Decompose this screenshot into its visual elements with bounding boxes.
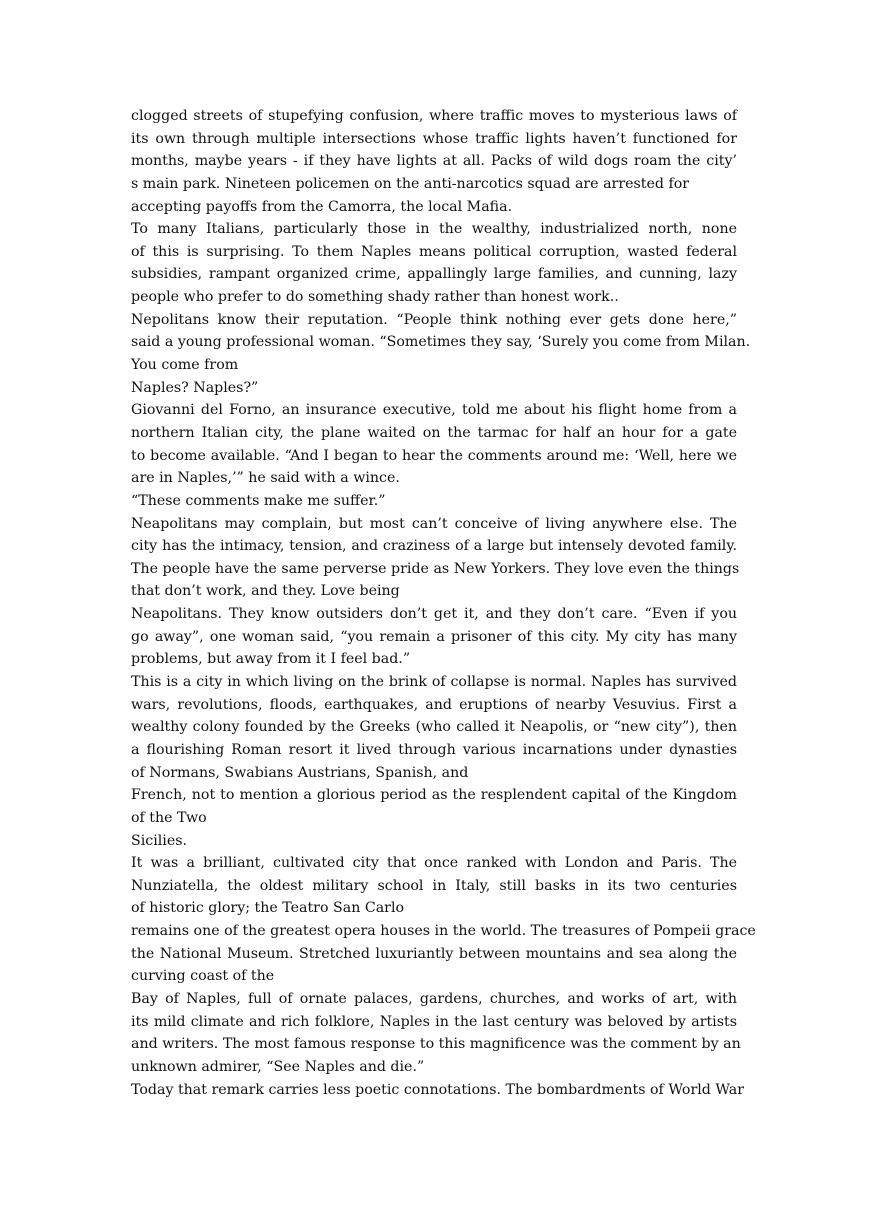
text-line: a flourishing Roman resort it lived through various incarnations under dynasties bbox=[131, 741, 737, 758]
text-line: and writers. The most famous response to this magnificence was the comment by an bbox=[131, 1036, 741, 1053]
text-line: of Normans, Swabians Austrians, Spanish, and bbox=[131, 764, 469, 781]
text-line: of the Two bbox=[131, 809, 207, 826]
text-line: unknown admirer, “See Naples and die.” bbox=[131, 1058, 425, 1075]
text-line: It was a brilliant, cultivated city that once ranked with London and Paris. The bbox=[131, 855, 737, 872]
text-line: its mild climate and rich folklore, Naples in the last century was beloved by artists bbox=[131, 1013, 737, 1030]
text-line: Nunziatella, the oldest military school in Italy, still basks in its two centuries bbox=[131, 877, 737, 894]
text-line: are in Naples,’” he said with a wince. bbox=[131, 470, 400, 487]
text-line: of this is surprising. To them Naples means political corruption, wasted federal bbox=[131, 243, 737, 260]
text-line: Nepolitans know their reputation. “People think nothing ever gets done here,” bbox=[131, 311, 737, 328]
text-line: go away”, one woman said, “you remain a prisoner of this city. My city has many bbox=[131, 628, 737, 645]
text-line: Neapolitans may complain, but most can’t conceive of living anywhere else. The bbox=[131, 515, 737, 532]
text-line: accepting payoffs from the Camorra, the local Mafia. bbox=[131, 198, 513, 215]
text-line: of historic glory; the Teatro San Carlo bbox=[131, 900, 405, 917]
text-line: Today that remark carries less poetic connotations. The bombardments of World War bbox=[131, 1081, 744, 1098]
text-line: To many Italians, particularly those in the wealthy, industrialized north, none bbox=[131, 221, 737, 238]
text-line: months, maybe years - if they have lights at all. Packs of wild dogs roam the city’ bbox=[131, 153, 737, 170]
text-line: clogged streets of stupefying confusion, where traffic moves to mysterious laws of bbox=[131, 108, 737, 124]
text-line: remains one of the greatest opera houses in the world. The treasures of Pompeii grace bbox=[131, 923, 756, 940]
text-line: This is a city in which living on the brink of collapse is normal. Naples has survived bbox=[131, 674, 737, 691]
text-line: its own through multiple intersections whose traffic lights haven’t functioned for bbox=[131, 130, 737, 147]
text-line: “These comments make me suffer.” bbox=[131, 492, 386, 509]
text-line: French, not to mention a glorious period as the resplendent capital of the Kingdom bbox=[131, 787, 737, 804]
text-line: Neapolitans. They know outsiders don’t get it, and they don’t care. “Even if you bbox=[131, 606, 737, 623]
text-line: wars, revolutions, floods, earthquakes, and eruptions of nearby Vesuvius. First a bbox=[131, 696, 737, 713]
text-line: city has the intimacy, tension, and craziness of a large but intensely devoted family. bbox=[131, 538, 737, 555]
text-line: You come from bbox=[131, 357, 239, 374]
text-line: The people have the same perverse pride as New Yorkers. They love even the things bbox=[131, 560, 740, 577]
text-line: Sicilies. bbox=[131, 832, 188, 849]
text-line: s main park. Nineteen policemen on the anti-narcotics squad are arrested for bbox=[131, 175, 690, 192]
text-line: subsidies, rampant organized crime, appallingly large families, and cunning, lazy bbox=[131, 266, 737, 283]
text-line: that don’t work, and they. Love being bbox=[131, 583, 400, 600]
text-line: problems, but away from it I feel bad.” bbox=[131, 651, 411, 668]
body-text bbox=[131, 105, 756, 1101]
text-line: to become available. “And I began to hear the comments around me: ‘Well, here we bbox=[131, 447, 737, 464]
text-line: the National Museum. Stretched luxuriantly between mountains and sea along the bbox=[131, 945, 737, 962]
text-line: curving coast of the bbox=[131, 968, 275, 985]
text-line: Naples? Naples?” bbox=[131, 379, 259, 396]
text-line: northern Italian city, the plane waited on the tarmac for half an hour for a gate bbox=[131, 424, 737, 441]
text-line: people who prefer to do something shady rather than honest work.. bbox=[131, 289, 619, 306]
text-line: said a young professional woman. “Sometimes they say, ‘Surely you come from Milan. bbox=[131, 334, 751, 351]
text-line: wealthy colony founded by the Greeks (who called it Neapolis, or “new city”), then bbox=[131, 719, 737, 736]
text-line: Giovanni del Forno, an insurance executive, told me about his flight home from a bbox=[131, 402, 737, 419]
text-line: Bay of Naples, full of ornate palaces, gardens, churches, and works of art, with bbox=[131, 990, 737, 1007]
